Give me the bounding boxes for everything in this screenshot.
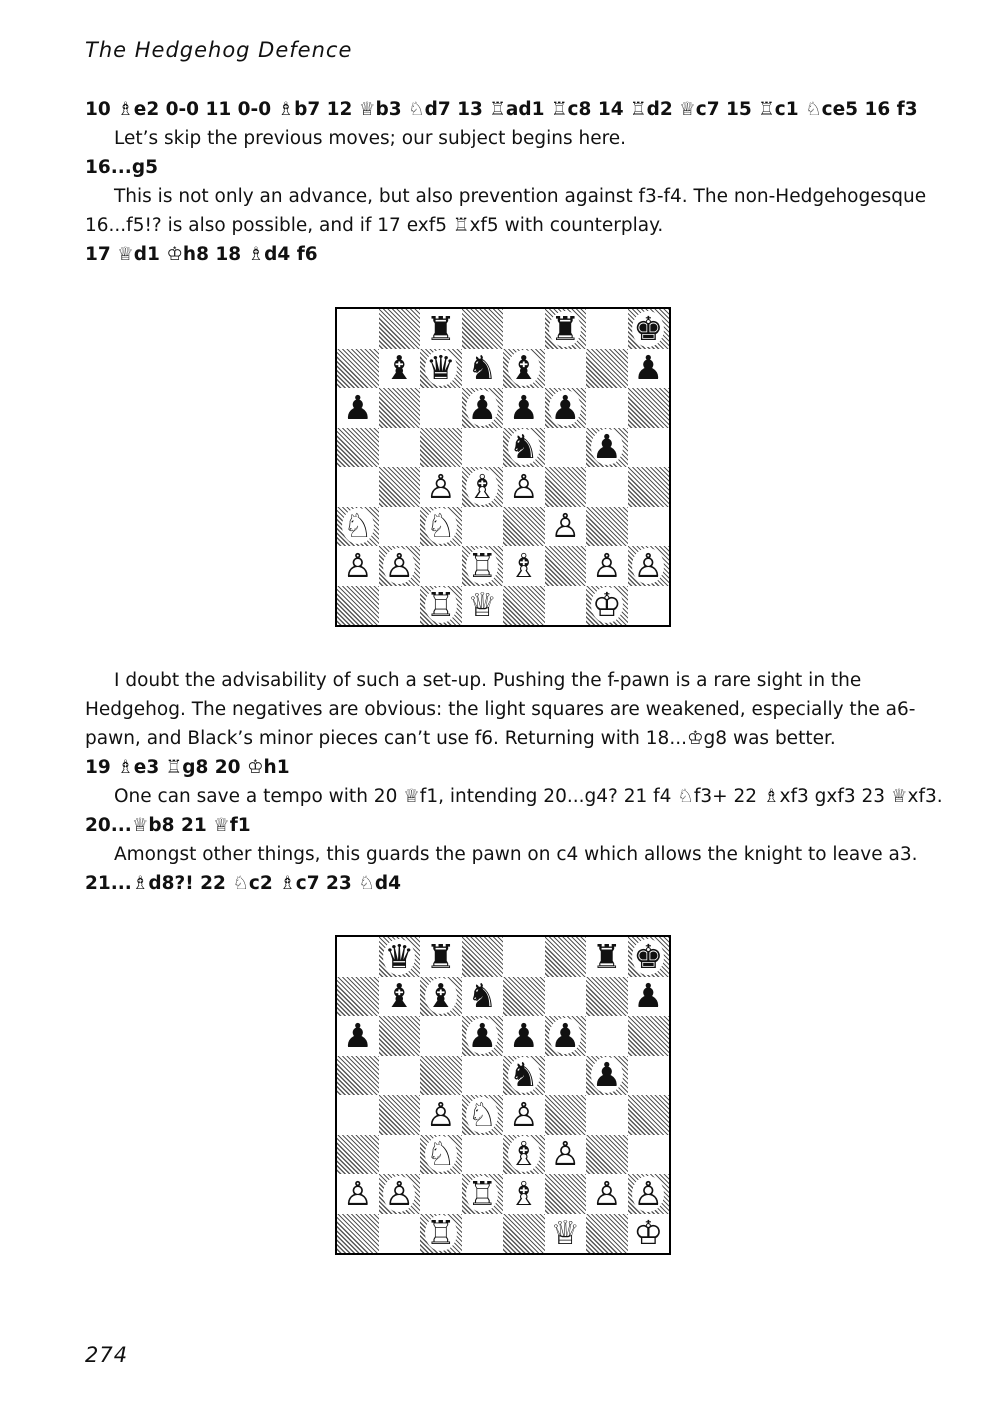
square-f6 xyxy=(545,388,587,428)
white-pawn-icon: ♙ xyxy=(591,545,622,585)
white-pawn-icon: ♙ xyxy=(508,1094,539,1134)
white-pawn-icon: ♙ xyxy=(384,1173,415,1213)
square-d8 xyxy=(462,937,504,977)
square-a5 xyxy=(337,1056,379,1096)
square-b6 xyxy=(379,1016,421,1056)
black-knight-icon: ♞ xyxy=(467,348,498,388)
square-d8 xyxy=(462,309,504,349)
square-b1 xyxy=(379,1214,421,1254)
text-line: This is not only an advance, but also prevention against f3-f4. The non-Hedgehogesque xyxy=(114,186,927,207)
move-line: 17 ♕d1 ♔h8 18 ♗d4 f6 xyxy=(85,244,318,265)
white-knight-icon: ♘ xyxy=(467,1094,498,1134)
white-queen-icon: ♕ xyxy=(550,1213,581,1253)
square-a2 xyxy=(337,1174,379,1214)
black-pawn-icon: ♟ xyxy=(342,387,373,427)
square-f3 xyxy=(545,507,587,547)
square-f2 xyxy=(545,546,587,586)
black-knight-icon: ♞ xyxy=(508,1055,539,1095)
white-bishop-icon: ♗ xyxy=(508,1173,539,1213)
black-bishop-icon: ♝ xyxy=(508,348,539,388)
black-bishop-icon: ♝ xyxy=(384,348,415,388)
square-g5 xyxy=(586,1056,628,1096)
black-pawn-icon: ♟ xyxy=(467,387,498,427)
square-d5 xyxy=(462,1056,504,1096)
square-e6 xyxy=(503,1016,545,1056)
black-rook-icon: ♜ xyxy=(550,308,581,348)
square-c6 xyxy=(420,388,462,428)
square-a6 xyxy=(337,388,379,428)
white-pawn-icon: ♙ xyxy=(425,1094,456,1134)
square-e8 xyxy=(503,937,545,977)
square-f6 xyxy=(545,1016,587,1056)
black-pawn-icon: ♟ xyxy=(508,387,539,427)
white-pawn-icon: ♙ xyxy=(342,545,373,585)
square-e2 xyxy=(503,1174,545,1214)
text-block-middle xyxy=(85,666,943,898)
square-c8 xyxy=(420,937,462,977)
square-h3 xyxy=(628,507,670,547)
white-pawn-icon: ♙ xyxy=(633,545,664,585)
square-h5 xyxy=(628,428,670,468)
square-c4 xyxy=(420,467,462,507)
square-a3 xyxy=(337,1135,379,1175)
black-king-icon: ♚ xyxy=(633,936,664,976)
square-g1 xyxy=(586,1214,628,1254)
black-bishop-icon: ♝ xyxy=(425,976,456,1016)
square-b2 xyxy=(379,1174,421,1214)
square-h7 xyxy=(628,977,670,1017)
square-c5 xyxy=(420,1056,462,1096)
square-e5 xyxy=(503,428,545,468)
black-rook-icon: ♜ xyxy=(591,936,622,976)
square-d2 xyxy=(462,1174,504,1214)
white-pawn-icon: ♙ xyxy=(550,506,581,546)
square-b8 xyxy=(379,309,421,349)
black-bishop-icon: ♝ xyxy=(384,976,415,1016)
square-g2 xyxy=(586,546,628,586)
square-d6 xyxy=(462,388,504,428)
white-rook-icon: ♖ xyxy=(467,545,498,585)
move-line: 21...♗d8?! 22 ♘c2 ♗c7 23 ♘d4 xyxy=(85,873,401,894)
square-b6 xyxy=(379,388,421,428)
square-f4 xyxy=(545,467,587,507)
square-a6 xyxy=(337,1016,379,1056)
black-rook-icon: ♜ xyxy=(425,308,456,348)
move-line: 20...♕b8 21 ♕f1 xyxy=(85,815,251,836)
page-number: 274 xyxy=(85,1343,129,1367)
square-g8 xyxy=(586,309,628,349)
square-e4 xyxy=(503,1095,545,1135)
chess-diagram-2 xyxy=(335,935,671,1255)
square-h6 xyxy=(628,1016,670,1056)
square-d1 xyxy=(462,1214,504,1254)
square-f7 xyxy=(545,349,587,389)
square-d2 xyxy=(462,546,504,586)
black-queen-icon: ♛ xyxy=(425,348,456,388)
square-g2 xyxy=(586,1174,628,1214)
white-king-icon: ♔ xyxy=(633,1213,664,1253)
square-h2 xyxy=(628,1174,670,1214)
square-c8 xyxy=(420,309,462,349)
black-rook-icon: ♜ xyxy=(425,936,456,976)
black-knight-icon: ♞ xyxy=(508,427,539,467)
text-line: Let’s skip the previous moves; our subject begins here. xyxy=(114,128,627,149)
square-d3 xyxy=(462,507,504,547)
square-g7 xyxy=(586,977,628,1017)
black-pawn-icon: ♟ xyxy=(591,427,622,467)
square-f1 xyxy=(545,586,587,626)
square-d7 xyxy=(462,349,504,389)
square-b8 xyxy=(379,937,421,977)
square-d3 xyxy=(462,1135,504,1175)
square-b2 xyxy=(379,546,421,586)
black-king-icon: ♚ xyxy=(633,308,664,348)
square-a1 xyxy=(337,586,379,626)
square-a4 xyxy=(337,467,379,507)
square-b7 xyxy=(379,349,421,389)
square-d7 xyxy=(462,977,504,1017)
square-c6 xyxy=(420,1016,462,1056)
square-e2 xyxy=(503,546,545,586)
square-e7 xyxy=(503,977,545,1017)
text-block-top xyxy=(85,95,925,269)
chess-diagram-1 xyxy=(335,307,671,627)
square-a2 xyxy=(337,546,379,586)
square-h8 xyxy=(628,937,670,977)
white-rook-icon: ♖ xyxy=(425,1213,456,1253)
square-a7 xyxy=(337,349,379,389)
square-e3 xyxy=(503,507,545,547)
square-a8 xyxy=(337,937,379,977)
text-line: 16...f5!? is also possible, and if 17 exf5 ♖xf5 with counterplay. xyxy=(85,215,664,236)
square-f4 xyxy=(545,1095,587,1135)
black-pawn-icon: ♟ xyxy=(342,1015,373,1055)
square-e1 xyxy=(503,1214,545,1254)
square-e6 xyxy=(503,388,545,428)
square-h5 xyxy=(628,1056,670,1096)
white-king-icon: ♔ xyxy=(591,585,622,625)
square-g1 xyxy=(586,586,628,626)
black-pawn-icon: ♟ xyxy=(508,1015,539,1055)
white-rook-icon: ♖ xyxy=(467,1173,498,1213)
black-queen-icon: ♛ xyxy=(384,936,415,976)
square-h8 xyxy=(628,309,670,349)
square-f7 xyxy=(545,977,587,1017)
square-d5 xyxy=(462,428,504,468)
black-pawn-icon: ♟ xyxy=(591,1055,622,1095)
square-e8 xyxy=(503,309,545,349)
square-e1 xyxy=(503,586,545,626)
white-pawn-icon: ♙ xyxy=(633,1173,664,1213)
running-head: The Hedgehog Defence xyxy=(85,38,353,62)
black-knight-icon: ♞ xyxy=(467,976,498,1016)
white-pawn-icon: ♙ xyxy=(508,466,539,506)
square-g5 xyxy=(586,428,628,468)
black-pawn-icon: ♟ xyxy=(467,1015,498,1055)
square-b1 xyxy=(379,586,421,626)
move-line: 19 ♗e3 ♖g8 20 ♔h1 xyxy=(85,757,290,778)
square-g4 xyxy=(586,1095,628,1135)
black-pawn-icon: ♟ xyxy=(633,976,664,1016)
square-g6 xyxy=(586,388,628,428)
white-bishop-icon: ♗ xyxy=(508,545,539,585)
square-g4 xyxy=(586,467,628,507)
black-pawn-icon: ♟ xyxy=(550,1015,581,1055)
square-a1 xyxy=(337,1214,379,1254)
square-a8 xyxy=(337,309,379,349)
square-e7 xyxy=(503,349,545,389)
white-queen-icon: ♕ xyxy=(467,585,498,625)
square-g6 xyxy=(586,1016,628,1056)
white-knight-icon: ♘ xyxy=(425,506,456,546)
square-c1 xyxy=(420,586,462,626)
square-h4 xyxy=(628,1095,670,1135)
square-b7 xyxy=(379,977,421,1017)
text-line: I doubt the advisability of such a set-up. Pushing the f-pawn is a rare sight in the xyxy=(114,670,862,691)
square-a7 xyxy=(337,977,379,1017)
square-d1 xyxy=(462,586,504,626)
square-d6 xyxy=(462,1016,504,1056)
square-d4 xyxy=(462,1095,504,1135)
white-pawn-icon: ♙ xyxy=(425,466,456,506)
square-f2 xyxy=(545,1174,587,1214)
square-h1 xyxy=(628,1214,670,1254)
move-line: 16...g5 xyxy=(85,157,158,178)
square-a5 xyxy=(337,428,379,468)
square-g3 xyxy=(586,1135,628,1175)
white-pawn-icon: ♙ xyxy=(591,1173,622,1213)
square-h3 xyxy=(628,1135,670,1175)
text-line: Hedgehog. The negatives are obvious: the light squares are weakened, especially the a6- xyxy=(85,699,916,720)
square-c7 xyxy=(420,349,462,389)
square-g7 xyxy=(586,349,628,389)
square-a3 xyxy=(337,507,379,547)
square-e5 xyxy=(503,1056,545,1096)
white-pawn-icon: ♙ xyxy=(384,545,415,585)
square-e3 xyxy=(503,1135,545,1175)
square-h6 xyxy=(628,388,670,428)
square-f5 xyxy=(545,1056,587,1096)
square-c1 xyxy=(420,1214,462,1254)
square-b5 xyxy=(379,1056,421,1096)
square-c7 xyxy=(420,977,462,1017)
move-line: 10 ♗e2 0-0 11 0-0 ♗b7 12 ♕b3 ♘d7 13 ♖ad1 ♖c8 14 ♖d2 ♕c7 15 ♖c1 ♘ce5 16 f3 xyxy=(85,99,918,120)
text-line: pawn, and Black’s minor pieces can’t use f6. Returning with 18...♔g8 was better. xyxy=(85,728,836,749)
square-g3 xyxy=(586,507,628,547)
square-f5 xyxy=(545,428,587,468)
white-bishop-icon: ♗ xyxy=(508,1134,539,1174)
square-c4 xyxy=(420,1095,462,1135)
square-f1 xyxy=(545,1214,587,1254)
square-c3 xyxy=(420,507,462,547)
square-c2 xyxy=(420,546,462,586)
square-b4 xyxy=(379,1095,421,1135)
square-f3 xyxy=(545,1135,587,1175)
white-knight-icon: ♘ xyxy=(342,506,373,546)
white-pawn-icon: ♙ xyxy=(342,1173,373,1213)
white-pawn-icon: ♙ xyxy=(550,1134,581,1174)
black-pawn-icon: ♟ xyxy=(633,348,664,388)
square-f8 xyxy=(545,309,587,349)
square-b5 xyxy=(379,428,421,468)
white-knight-icon: ♘ xyxy=(425,1134,456,1174)
black-pawn-icon: ♟ xyxy=(550,387,581,427)
text-line: One can save a tempo with 20 ♕f1, intending 20...g4? 21 f4 ♘f3+ 22 ♗xf3 gxf3 23 ♕xf3. xyxy=(114,786,943,807)
square-f8 xyxy=(545,937,587,977)
square-d4 xyxy=(462,467,504,507)
square-b3 xyxy=(379,507,421,547)
square-g8 xyxy=(586,937,628,977)
square-h7 xyxy=(628,349,670,389)
square-c5 xyxy=(420,428,462,468)
square-h1 xyxy=(628,586,670,626)
square-a4 xyxy=(337,1095,379,1135)
square-b3 xyxy=(379,1135,421,1175)
square-e4 xyxy=(503,467,545,507)
text-line: Amongst other things, this guards the pawn on c4 which allows the knight to leave a3. xyxy=(114,844,918,865)
square-c3 xyxy=(420,1135,462,1175)
square-h2 xyxy=(628,546,670,586)
white-bishop-icon: ♗ xyxy=(467,466,498,506)
square-b4 xyxy=(379,467,421,507)
white-rook-icon: ♖ xyxy=(425,585,456,625)
square-c2 xyxy=(420,1174,462,1214)
square-h4 xyxy=(628,467,670,507)
